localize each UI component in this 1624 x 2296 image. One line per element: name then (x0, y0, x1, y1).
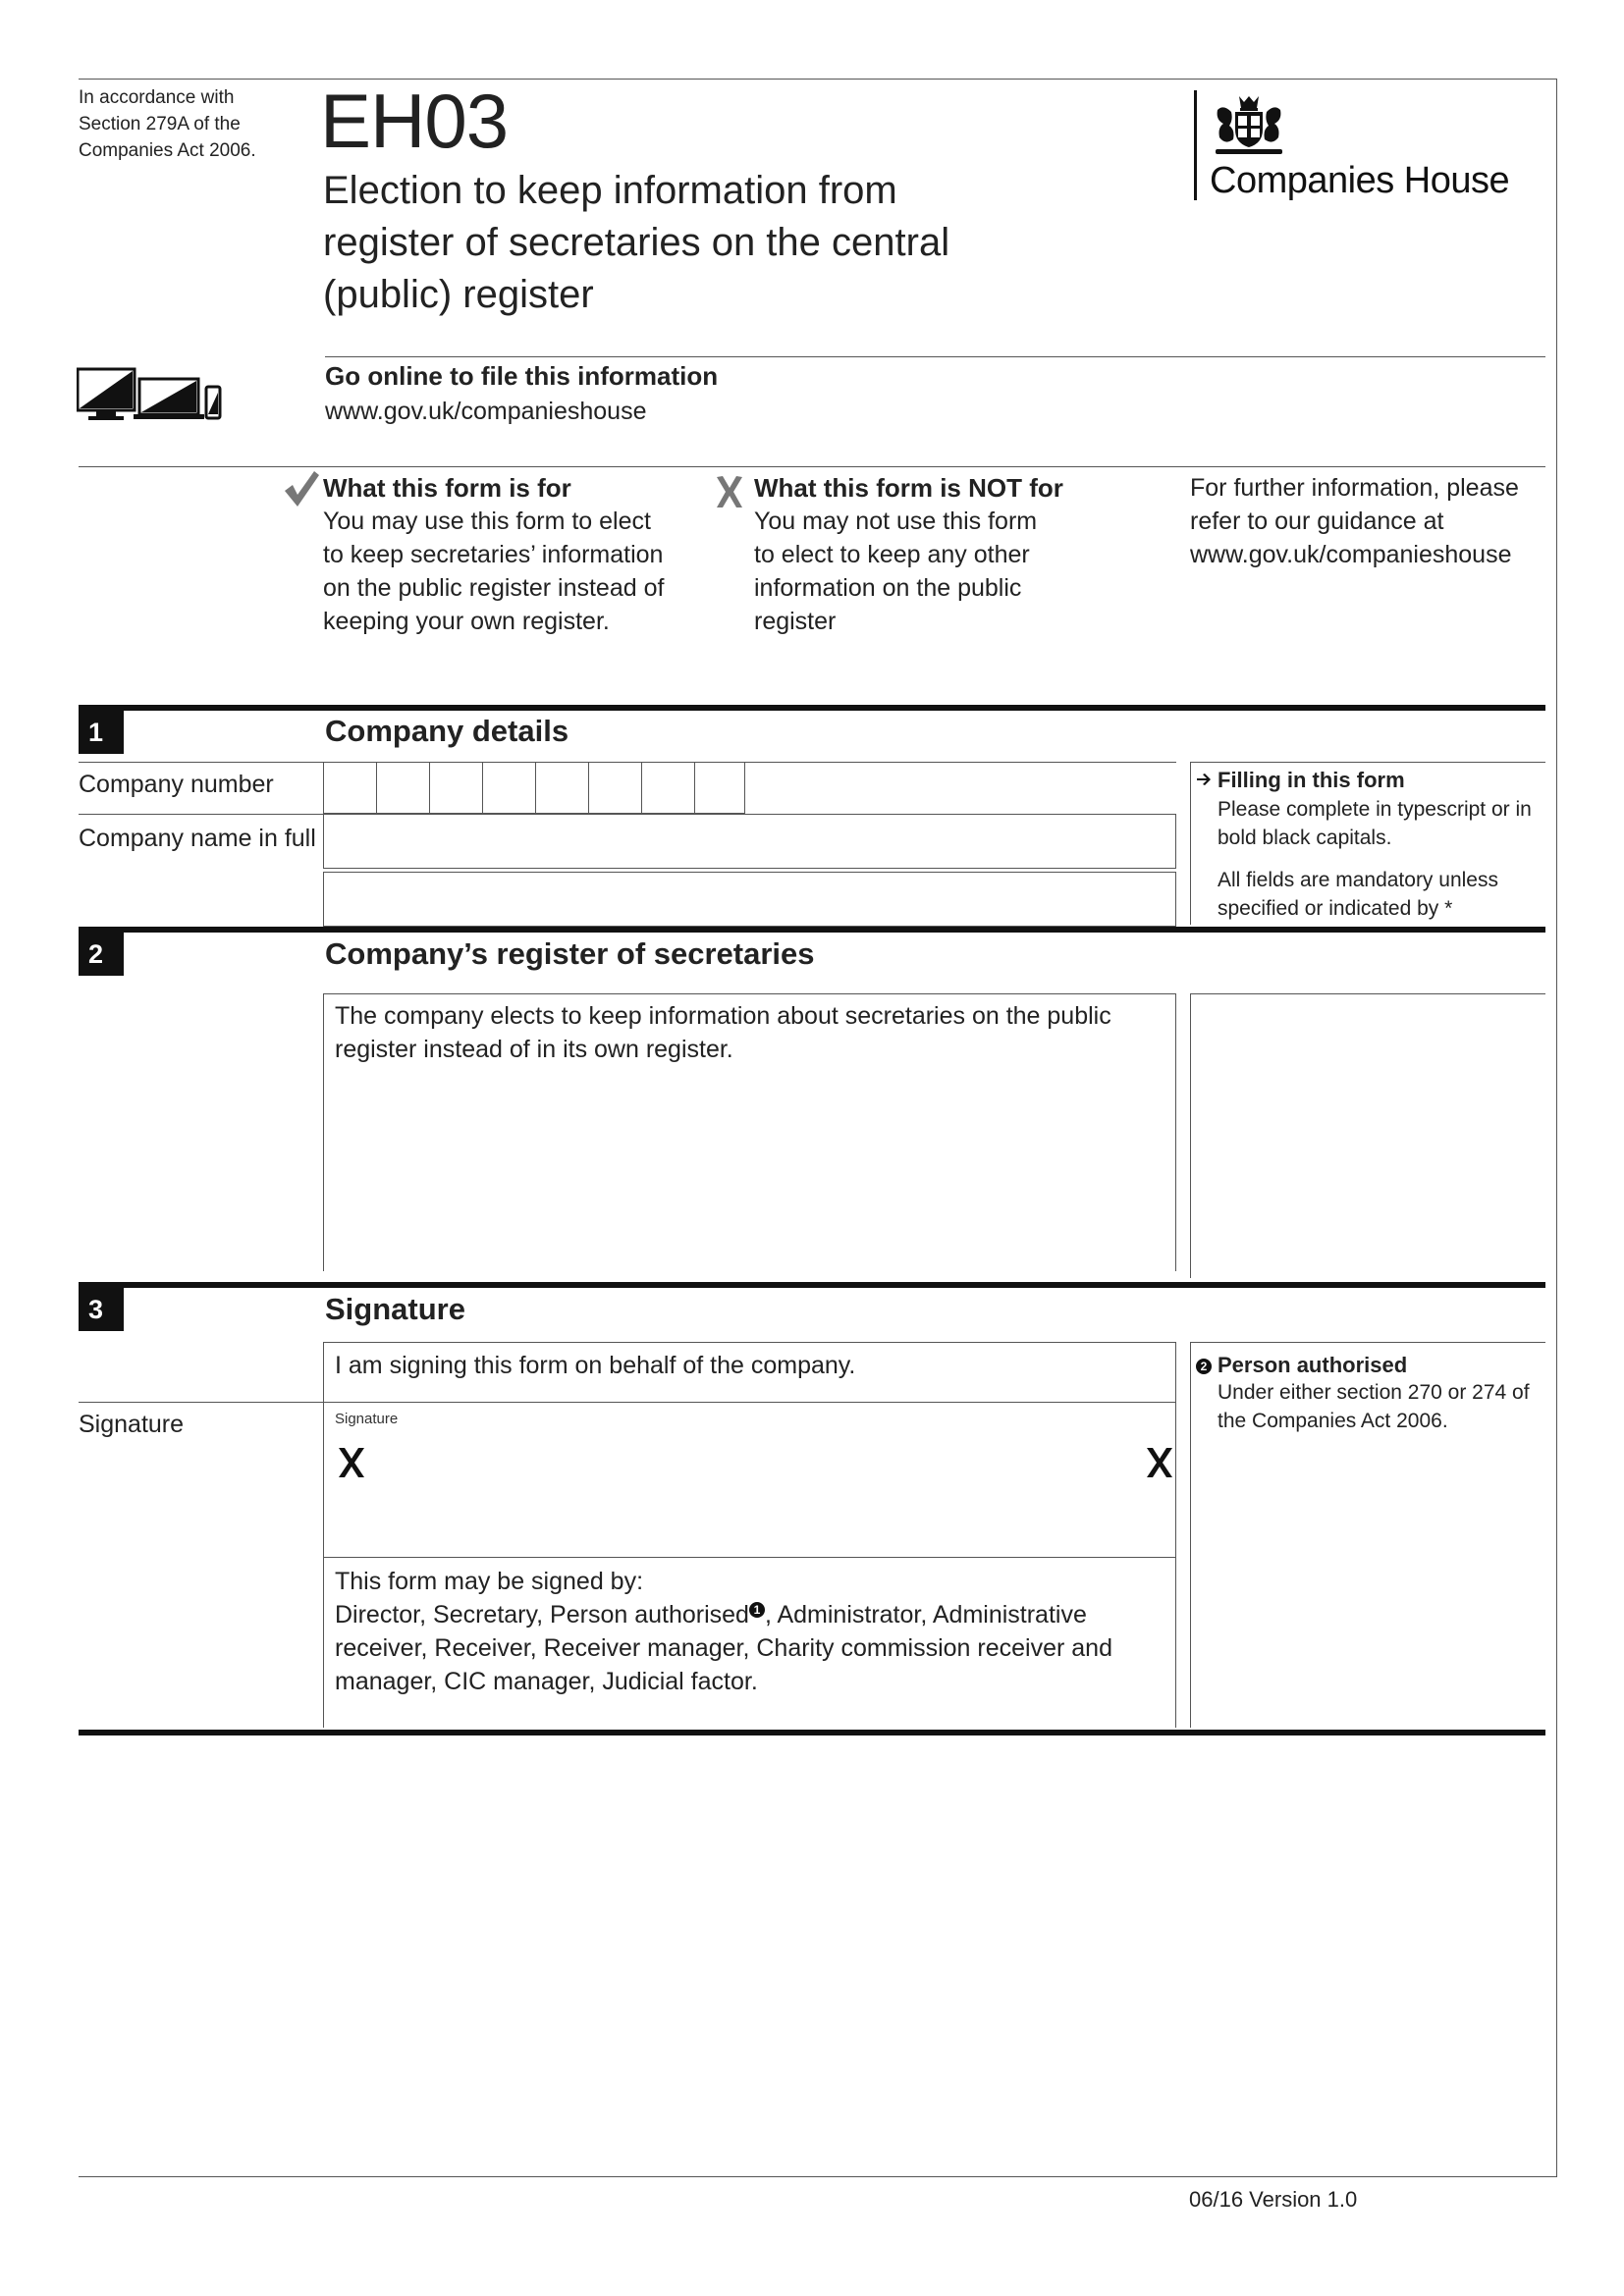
company-number-digit-5[interactable] (535, 762, 589, 814)
section-2-number: 2 (79, 933, 124, 976)
section-3-title: Signature (325, 1292, 465, 1326)
company-number-digit-6[interactable] (588, 762, 642, 814)
online-divider (79, 466, 1545, 467)
bottom-rule (79, 2176, 1556, 2177)
company-name-field-line-2[interactable] (323, 872, 1176, 927)
header-divider (325, 356, 1545, 357)
sign-here-cross-icon (338, 1447, 365, 1478)
company-number-digit-7[interactable] (641, 762, 695, 814)
behalf-statement: I am signing this form on behalf of the company. (335, 1352, 856, 1379)
online-link[interactable]: www.gov.uk/companieshouse (325, 398, 647, 425)
section-1-rule (79, 705, 1545, 711)
signers-list-end: , Administrator, Administrative receiver, Receiver, Receiver manager, Charity commission receiver and manager, CIC manager, Judicial factor. (335, 1601, 1112, 1695)
further-information: For further information, please refer to our guidance at www.gov.uk/companieshouse (1190, 474, 1519, 568)
signature-box-label: Signature (335, 1411, 399, 1427)
form-for-text: You may use this form to elect to keep secretaries’ information on the public register instead of keeping your own register. (323, 507, 665, 635)
company-number-digit-3[interactable] (429, 762, 483, 814)
signers-list-start: Director, Secretary, Person authorised (335, 1601, 749, 1629)
cross-icon (715, 475, 744, 508)
company-number-label: Company number (79, 771, 274, 798)
form-for-heading: What this form is for (323, 473, 571, 503)
filling-in-heading: Filling in this form (1218, 768, 1405, 792)
company-number-digit-8[interactable] (694, 762, 745, 814)
form-code: EH03 (320, 78, 509, 164)
version-label: 06/16 Version 1.0 (1189, 2187, 1358, 2212)
signers-intro: This form may be signed by: (335, 1568, 644, 1595)
company-name-label: Company name in full (79, 825, 316, 852)
filling-in-text-1: Please complete in typescript or in bold black capitals. (1218, 798, 1532, 849)
company-name-field-line-1[interactable] (323, 814, 1176, 869)
signers-list (335, 1598, 1169, 1698)
legal-basis-note: In accordance with Section 279A of the Companies Act 2006. (79, 87, 256, 161)
crest-icon (1210, 92, 1288, 157)
section-2-rule (79, 927, 1545, 933)
footnote-marker-2 (1196, 1359, 1212, 1374)
sign-here-cross-icon (1146, 1447, 1173, 1478)
signature-label: Signature (79, 1411, 185, 1438)
person-authorised-text: Under either section 270 or 274 of the Companies Act 2006. (1218, 1381, 1530, 1432)
section-3-number: 3 (79, 1288, 124, 1331)
arrow-right-icon (1196, 772, 1212, 787)
footnote-marker-2-text: 2 (1200, 1360, 1208, 1373)
tick-icon (283, 469, 320, 508)
person-authorised-heading: Person authorised (1218, 1353, 1408, 1377)
logo-divider (1194, 90, 1197, 200)
form-not-for-text: You may not use this form to elect to keep any other information on the public register (754, 507, 1038, 635)
footnote-marker-1 (749, 1602, 765, 1618)
company-number-digit-4[interactable] (482, 762, 536, 814)
section-1-number: 1 (79, 711, 124, 754)
form-not-for-heading: What this form is NOT for (754, 473, 1063, 503)
company-number-digit-1[interactable] (323, 762, 377, 814)
devices-icon (77, 363, 222, 422)
secretaries-statement: The company elects to keep information about secretaries on the public register instead of in its own register. (335, 1002, 1111, 1063)
section-3-rule (79, 1282, 1545, 1288)
right-rule (1556, 79, 1557, 2177)
signature-label-rule (79, 1402, 324, 1403)
companies-house-logo: Companies House (1210, 160, 1510, 201)
top-rule (79, 79, 1556, 80)
footnote-marker-1-text: 1 (753, 1602, 761, 1617)
section-1-title: Company details (325, 714, 569, 748)
company-number-field[interactable] (323, 762, 745, 815)
signature-box[interactable] (323, 1402, 1176, 1558)
section-3-end-rule (79, 1730, 1545, 1735)
section-2-title: Company’s register of secretaries (325, 936, 815, 971)
filling-in-text-2: All fields are mandatory unless specified or indicated by * (1218, 869, 1498, 920)
online-heading: Go online to file this information (325, 361, 719, 391)
form-title: Election to keep information from register of secretaries on the central (public) register (323, 169, 950, 316)
company-number-digit-2[interactable] (376, 762, 430, 814)
section-2-side-panel (1190, 993, 1545, 1278)
